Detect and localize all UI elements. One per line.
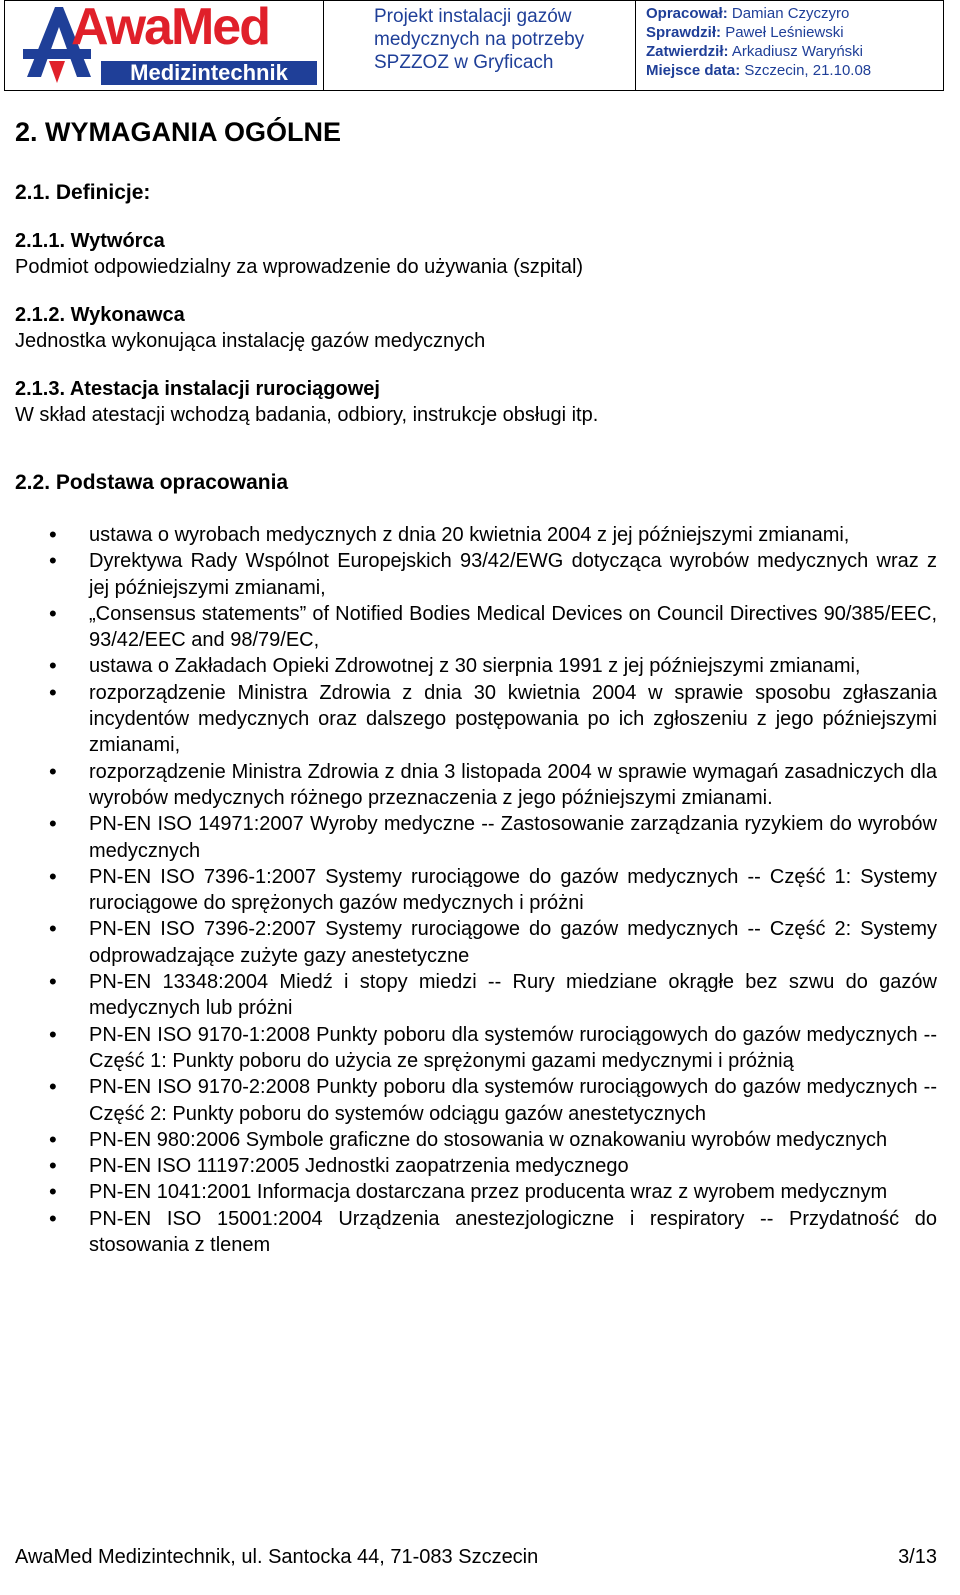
page-number: 3/13 <box>898 1546 937 1568</box>
definition-text: Podmiot odpowiedzialny za wprowadzenie do używania (szpital) <box>15 256 584 278</box>
basis-list-item: • ustawa o Zakładach Opieki Zdrowotnej z 30 sierpnia 1991 z jej późniejszymi zmianami, <box>15 653 937 679</box>
definition-text: W skład atestacji wchodzą badania, odbiory, instrukcje obsługi itp. <box>15 404 599 426</box>
basis-list-item: • PN-EN ISO 15001:2004 Urządzenia anestezjologiczne i respiratory -- Przydatność do stosowania z tlenem <box>15 1206 937 1259</box>
meta-place-date: Miejsce data: Szczecin, 21.10.08 <box>646 62 872 79</box>
basis-list-item: • rozporządzenie Ministra Zdrowia z dnia 30 kwietnia 2004 w sprawie sposobu zgłaszania incydentów medycznych oraz dalszego postępowania po ich zgłoszeniu z jego późniejszymi zmianami, <box>15 680 937 759</box>
definition-item <box>15 228 937 280</box>
definition-text: Jednostka wykonująca instalację gazów medycznych <box>15 330 486 352</box>
footer-address: AwaMed Medizintechnik, ul. Santocka 44, 71-083 Szczecin <box>15 1546 539 1568</box>
basis-list-item: • PN-EN ISO 7396-2:2007 Systemy rurociągowe do gazów medycznych -- Część 2: Systemy odprowadzające zużyte gazy anestetyczne <box>15 916 937 969</box>
subsection-basis-title: 2.2. Podstawa opracowania <box>15 471 289 494</box>
definition-title: 2.1.1. Wytwórca <box>15 230 165 252</box>
definition-title: 2.1.3. Atestacja instalacji rurociągowej <box>15 378 380 400</box>
basis-list <box>15 522 937 1258</box>
meta-approved-by: Zatwierdził: Arkadiusz Waryński <box>646 43 863 60</box>
definition-item <box>15 376 937 428</box>
basis-list-item: • PN-EN ISO 11197:2005 Jednostki zaopatrzenia medycznego <box>15 1153 937 1179</box>
basis-list-item: • PN-EN 13348:2004 Miedź i stopy miedzi -- Rury miedziane okrągłe bez szwu do gazów medycznych lub próżni <box>15 969 937 1022</box>
basis-list-item: • „Consensus statements” of Notified Bodies Medical Devices on Council Directives 90/385/EEC, 93/42/EEC and 98/79/EC, <box>15 601 937 654</box>
basis-list-item: • rozporządzenie Ministra Zdrowia z dnia 3 listopada 2004 w sprawie wymagań zasadniczych dla wyrobów medycznych różnego przeznaczenia z jego późniejszymi zmianami. <box>15 759 937 812</box>
document-body <box>15 112 937 1258</box>
section-title: 2. WYMAGANIA OGÓLNE <box>15 117 342 147</box>
basis-list-item: • PN-EN 1041:2001 Informacja dostarczana przez producenta wraz z wyrobem medycznym <box>15 1179 937 1205</box>
meta-prepared-by: Opracował: Damian Czyczyro <box>646 5 850 22</box>
logo-text-medizintechnik: Medizintechnik <box>101 61 317 85</box>
document-footer <box>15 1545 937 1569</box>
document-header <box>4 0 944 91</box>
basis-list-item: • Dyrektywa Rady Wspólnot Europejskich 93/42/EWG dotycząca wyrobów medycznych wraz z jej późniejszymi zmianami, <box>15 548 937 601</box>
logo-text-awamed: AwaMed <box>71 0 269 56</box>
company-logo <box>5 1 324 90</box>
basis-list-item: • PN-EN ISO 14971:2007 Wyroby medyczne -- Zastosowanie zarządzania ryzykiem do wyrobów medycznych <box>15 811 937 864</box>
basis-list-item: • PN-EN ISO 9170-1:2008 Punkty poboru dla systemów rurociągowych do gazów medycznych -- Część 1: Punkty poboru do użycia ze sprężonymi gazami medycznymi i próżnią <box>15 1022 937 1075</box>
definition-title: 2.1.2. Wykonawca <box>15 304 185 326</box>
project-title: Projekt instalacji gazów medycznych na potrzeby SPZZOZ w Gryficach <box>324 1 636 90</box>
basis-list-item: • ustawa o wyrobach medycznych z dnia 20 kwietnia 2004 z jej późniejszymi zmianami, <box>15 522 937 548</box>
document-meta <box>636 1 943 90</box>
definition-item <box>15 302 937 354</box>
basis-list-item: • PN-EN ISO 9170-2:2008 Punkty poboru dla systemów rurociągowych do gazów medycznych -- Część 2: Punkty poboru do systemów odciągu gazów anestetycznych <box>15 1074 937 1127</box>
basis-list-item: • PN-EN ISO 7396-1:2007 Systemy rurociągowe do gazów medycznych -- Część 1: Systemy rurociągowe do sprężonych gazów medycznych i próżni <box>15 864 937 917</box>
subsection-definitions-title: 2.1. Definicje: <box>15 181 151 204</box>
meta-checked-by: Sprawdził: Paweł Leśniewski <box>646 24 844 41</box>
basis-list-item: • PN-EN 980:2006 Symbole graficzne do stosowania w oznakowaniu wyrobów medycznych <box>15 1127 937 1153</box>
